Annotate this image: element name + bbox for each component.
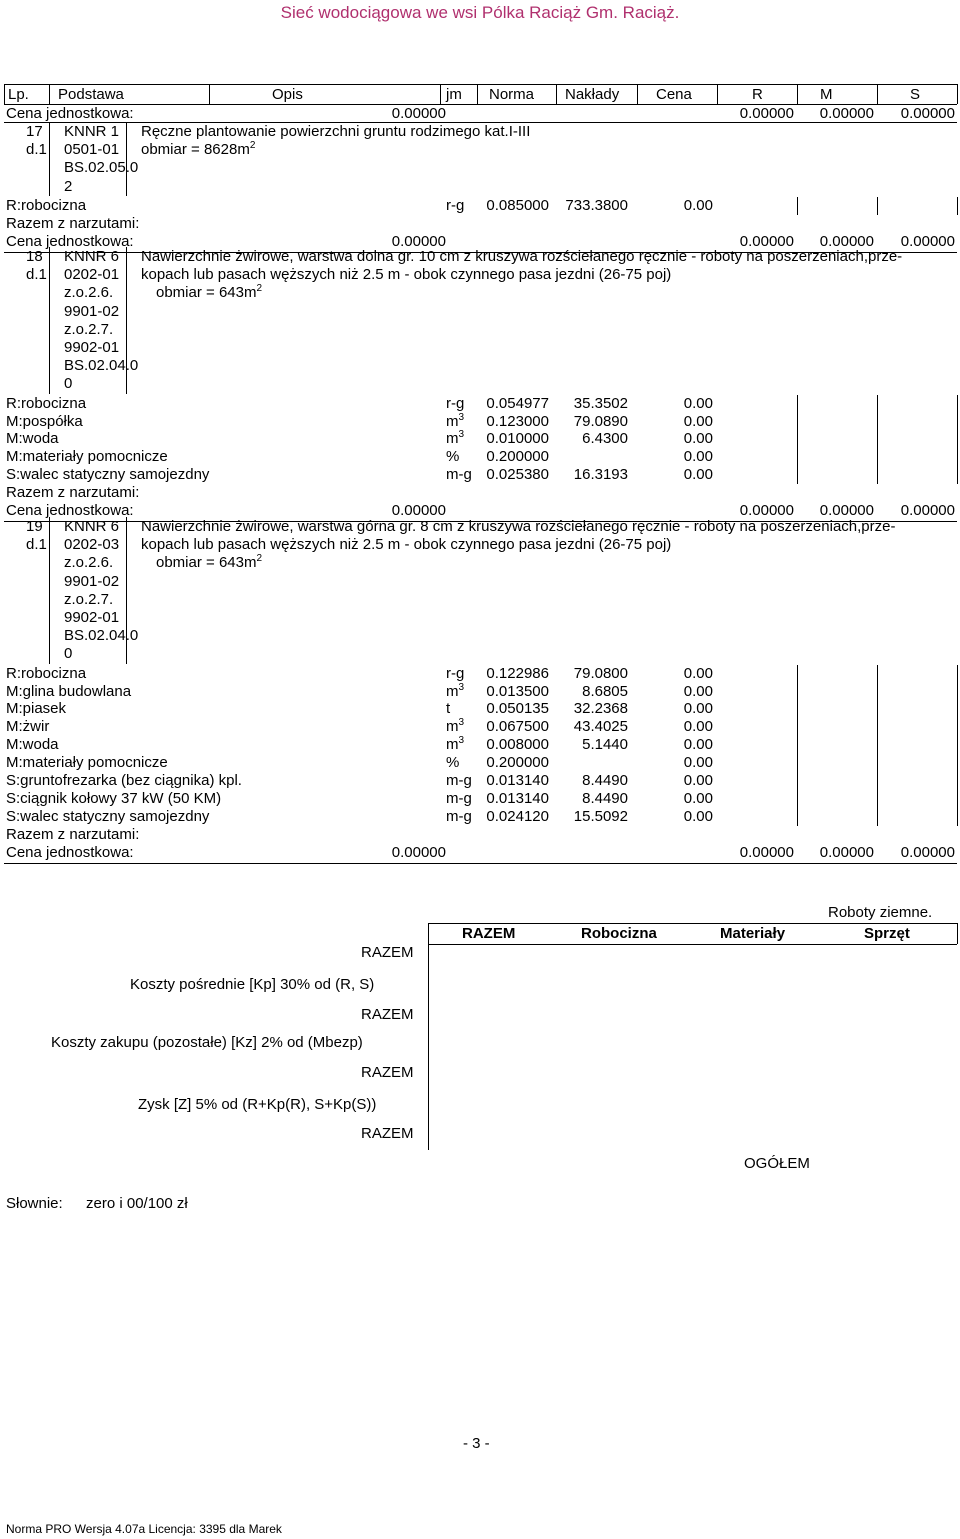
item19-row-jm-4-sup: 3 <box>458 735 465 747</box>
value-column-line <box>797 736 798 754</box>
value-column-line <box>957 718 958 736</box>
item19-row-norma-6: 0.013140 <box>486 772 549 789</box>
lp-column-line <box>49 122 50 196</box>
item19-row-r-6: 0.00 <box>683 772 713 789</box>
item17-cena-label: Cena jednostkowa: <box>6 232 134 250</box>
item19-row-name-5: M:materiały pomocnicze <box>6 754 168 772</box>
item19-podstawa-7: 0 <box>64 645 73 663</box>
item19-row-r-4: 0.00 <box>683 736 713 754</box>
item19-podstawa-6: BS.02.04.0 <box>64 627 139 645</box>
item19-podstawa-1: 0202-03 <box>64 536 120 554</box>
item19-row-name-2: M:piasek <box>6 700 67 718</box>
header-column-line <box>797 84 798 104</box>
item18-row-name-4: S:walec statyczny samojezdny <box>6 466 210 484</box>
header-opis: Opis <box>272 86 303 103</box>
item19-row-norma-8: 0.024120 <box>486 807 549 825</box>
item17-razem-label: Razem z narzutami: <box>6 214 140 232</box>
item18-lp-2: d.1 <box>26 266 47 283</box>
item19-row-name-7: S:ciągnik kołowy 37 kW (50 KM) <box>6 789 222 807</box>
header-r: R <box>752 86 763 103</box>
value-column-line <box>797 665 798 683</box>
item17-obmiar: obmiar = $8628m^2$ <box>141 140 256 158</box>
item18-row-jm-2-sup: 3 <box>458 429 465 441</box>
item17-row-jm-0: r-g <box>446 196 465 214</box>
item18-row-norma-0: 0.054977 <box>486 394 549 412</box>
item19-cena-label: Cena jednostkowa: <box>6 843 134 861</box>
item18-row-jm-1: $m^3$ <box>446 411 465 430</box>
item18-row-name-1: M:pospółka <box>6 412 83 430</box>
value-column-line <box>957 772 958 790</box>
podstawa-column-line <box>126 517 127 664</box>
item18-row-norma-4: 0.025380 <box>486 466 549 484</box>
item18-row-jm-2: $m^3$ <box>446 429 465 448</box>
value-column-line <box>797 395 798 413</box>
item18-row-jm-4: m-g <box>446 466 472 484</box>
header-norma: Norma <box>489 86 535 103</box>
item17-obmiar-sup: 2 <box>249 140 256 151</box>
r-value: 0.00000 <box>739 105 794 122</box>
header-column-line <box>477 84 478 104</box>
item17-podstawa-0: KNNR 1 <box>64 123 120 140</box>
header-lp: Lp. <box>8 86 29 103</box>
item19-row-r-7: 0.00 <box>683 789 713 807</box>
value-column-line <box>797 430 798 448</box>
item17-row-name-0: R:robocizna <box>6 196 87 214</box>
razem-4: RAZEM <box>361 1125 414 1142</box>
item17-podstawa-2: BS.02.05.0 <box>64 159 139 177</box>
item19-row-r-8: 0.00 <box>683 807 713 825</box>
document-title: Sieć wodociągowa we wsi Pólka Raciąż Gm. Raciąż. <box>280 3 680 22</box>
item17-row-r-0: 0.00 <box>683 196 713 214</box>
item18-podstawa-5: 9902-01 <box>64 339 120 356</box>
value-column-line <box>957 736 958 754</box>
item19-podstawa-0: KNNR 6 <box>64 518 120 535</box>
item18-razem-label: Razem z narzutami: <box>6 484 140 502</box>
item19-row-norma-4: 0.008000 <box>486 736 549 754</box>
item18-row-name-0: R:robocizna <box>6 394 87 412</box>
item18-row-cena-0: 35.3502 <box>573 394 628 412</box>
item19-lp-1: 19 <box>26 518 43 535</box>
value-column-line <box>797 718 798 736</box>
item18-row-norma-3: 0.200000 <box>486 448 549 466</box>
koszty-posrednie: Koszty pośrednie [Kp] 30% od (R, S) <box>130 976 375 993</box>
value-column-line <box>877 466 878 484</box>
item19-cena-r: 0.00000 <box>739 843 794 861</box>
item-separator-line <box>4 863 957 864</box>
header-column-line <box>4 84 5 104</box>
header-column-line <box>440 84 441 104</box>
value-column-line <box>797 466 798 484</box>
item19-row-name-6: S:gruntofrezarka (bez ciągnika) kpl. <box>6 772 242 789</box>
value-column-line <box>797 772 798 790</box>
item19-row-jm-3: $m^3$ <box>446 717 465 736</box>
item17-opis: Ręczne plantowanie powierzchni gruntu rodzimego kat.I-III <box>141 123 531 140</box>
value-column-line <box>797 754 798 772</box>
item17-row-norma-0: 0.085000 <box>486 196 549 214</box>
value-column-line <box>877 448 878 466</box>
header-m: M <box>820 86 833 103</box>
item18-row-jm-0: r-g <box>446 394 465 412</box>
item19-row-jm-1: $m^3$ <box>446 681 465 700</box>
item19-row-name-1: M:glina budowlana <box>6 682 132 700</box>
header-column-line <box>877 84 878 104</box>
item19-row-jm-0: r-g <box>446 664 465 682</box>
podstawa-column-line <box>126 247 127 394</box>
item19-row-norma-7: 0.013140 <box>486 789 549 807</box>
item19-row-jm-7: m-g <box>446 789 472 807</box>
item18-podstawa-6: BS.02.04.0 <box>64 357 139 375</box>
item19-row-cena-7: 8.4490 <box>582 789 628 807</box>
item19-row-jm-1-sup: 3 <box>458 681 465 693</box>
value-column-line <box>957 430 958 448</box>
value-column-line <box>797 448 798 466</box>
summary-header-robocizna: Robocizna <box>581 925 657 942</box>
value-column-line <box>797 790 798 808</box>
value-column-line <box>957 197 958 215</box>
razem-1: RAZEM <box>361 944 414 961</box>
value-column-line <box>957 413 958 431</box>
item17-lp-1: 17 <box>26 123 43 140</box>
item19-row-jm-3-sup: 3 <box>458 717 465 729</box>
item19-row-jm-8: m-g <box>446 807 472 825</box>
value-column-line <box>957 466 958 484</box>
item18-row-r-4: 0.00 <box>683 466 713 484</box>
cena-jednostkowa-label: Cena jednostkowa: <box>6 105 134 122</box>
s-value: 0.00000 <box>900 105 955 122</box>
item17-podstawa-1: 0501-01 <box>64 141 120 159</box>
value-column-line <box>877 395 878 413</box>
value-column-line <box>877 700 878 718</box>
value-column-line <box>877 197 878 215</box>
item18-cena-m: 0.00000 <box>819 502 874 520</box>
item19-obmiar-sup: 2 <box>256 553 263 564</box>
value-column-line <box>877 413 878 431</box>
zysk: Zysk [Z] 5% od (R+Kp(R), S+Kp(S)) <box>138 1096 377 1113</box>
item19-row-norma-2: 0.050135 <box>486 700 549 718</box>
item19-razem-label: Razem z narzutami: <box>6 825 140 843</box>
item19-row-name-8: S:walec statyczny samojezdny <box>6 807 210 825</box>
item17-cena-m: 0.00000 <box>819 232 874 250</box>
value-column-line <box>957 683 958 701</box>
item19-row-jm-2: t <box>446 700 451 718</box>
header-column-line <box>49 84 50 104</box>
value-column-line <box>957 754 958 772</box>
item18-cena-value: 0.00000 <box>391 502 446 520</box>
item18-row-cena-4: 16.3193 <box>573 466 628 484</box>
item18-row-name-2: M:woda <box>6 430 59 448</box>
value-column-line <box>957 395 958 413</box>
value-column-line <box>877 772 878 790</box>
item18-obmiar: obmiar = $643m^2$ <box>156 283 263 301</box>
page-number: - 3 - <box>463 1435 490 1452</box>
item18-cena-s: 0.00000 <box>900 502 955 520</box>
summary-top-line <box>428 923 957 924</box>
item19-row-jm-6: m-g <box>446 772 472 789</box>
item19-row-cena-2: 32.2368 <box>573 700 628 718</box>
item19-row-r-0: 0.00 <box>683 664 713 682</box>
item18-cena-r: 0.00000 <box>739 502 794 520</box>
item19-row-norma-1: 0.013500 <box>486 682 549 700</box>
slownie-label: Słownie: <box>6 1195 63 1212</box>
value-column-line <box>797 197 798 215</box>
item18-lp-1: 18 <box>26 248 43 265</box>
summary-header-sprzet: Sprzęt <box>864 925 910 942</box>
item17-cena-value: 0.00000 <box>391 232 446 250</box>
item19-row-cena-1: 8.6805 <box>582 682 628 700</box>
value-column-line <box>877 718 878 736</box>
item18-row-r-1: 0.00 <box>683 412 713 430</box>
header-column-line <box>957 84 958 104</box>
cena-value: 0.00000 <box>391 105 446 122</box>
item17-row-cena-0: 733.3800 <box>565 196 628 214</box>
item18-opis-2: kopach lub pasach węższych niż 2.5 m - obok czynnego pasa jezdni (26-75 poj) <box>141 266 672 283</box>
item19-row-cena-3: 43.4025 <box>573 718 628 736</box>
header-column-line <box>556 84 557 104</box>
item17-cena-s: 0.00000 <box>900 232 955 250</box>
item19-row-cena-6: 8.4490 <box>582 772 628 789</box>
item19-row-r-5: 0.00 <box>683 754 713 772</box>
item18-row-jm-3: % <box>446 448 460 466</box>
item18-row-r-0: 0.00 <box>683 394 713 412</box>
header-column-line <box>209 84 210 104</box>
item19-row-r-3: 0.00 <box>683 718 713 736</box>
header-column-line <box>637 84 638 104</box>
value-column-line <box>957 448 958 466</box>
ogolem: OGÓŁEM <box>744 1155 810 1172</box>
header-naklady: Nakłady <box>565 86 620 103</box>
value-column-line <box>877 736 878 754</box>
koszty-zakupu: Koszty zakupu (pozostałe) [Kz] 2% od (Mbezp) <box>51 1034 363 1051</box>
razem-2: RAZEM <box>361 1006 414 1023</box>
header-top-line <box>4 84 957 85</box>
value-column-line <box>957 665 958 683</box>
value-column-line <box>957 808 958 826</box>
item19-row-name-0: R:robocizna <box>6 664 87 682</box>
item18-podstawa-0: KNNR 6 <box>64 248 120 265</box>
lp-column-line <box>49 247 50 394</box>
item18-podstawa-1: 0202-01 <box>64 266 120 284</box>
value-column-line <box>797 808 798 826</box>
value-column-line <box>797 700 798 718</box>
value-column-line <box>877 683 878 701</box>
section-title: Roboty ziemne. <box>828 904 933 921</box>
header-s: S <box>910 86 921 103</box>
item19-row-jm-5: % <box>446 754 460 772</box>
item18-row-r-2: 0.00 <box>683 430 713 448</box>
item18-podstawa-7: 0 <box>64 375 73 393</box>
item19-row-norma-5: 0.200000 <box>486 754 549 772</box>
item18-row-cena-1: 79.0890 <box>573 412 628 430</box>
item18-opis-1: Nawierzchnie żwirowe, warstwa dolna gr. 10 cm z kruszywa rozściełanego ręcznie - roboty na poszerzeniach,prze- <box>141 248 903 265</box>
header-cena: Cena <box>656 86 692 103</box>
item19-cena-value: 0.00000 <box>391 843 446 861</box>
razem-3: RAZEM <box>361 1064 414 1081</box>
header-jm: jm <box>446 86 462 103</box>
item18-row-cena-2: 6.4300 <box>582 430 628 448</box>
item19-cena-m: 0.00000 <box>819 843 874 861</box>
footer-license: Norma PRO Wersja 4.07a Licencja: 3395 dla Marek <box>6 1522 282 1536</box>
item18-row-jm-1-sup: 3 <box>458 411 465 423</box>
item19-row-name-3: M:żwir <box>6 718 50 736</box>
value-column-line <box>877 754 878 772</box>
item19-podstawa-2: z.o.2.6. <box>64 554 114 572</box>
item19-lp-2: d.1 <box>26 536 47 553</box>
value-column-line <box>877 665 878 683</box>
lp-column-line <box>49 517 50 664</box>
item19-podstawa-3: 9901-02 <box>64 572 120 590</box>
summary-header-line <box>428 944 957 945</box>
value-column-line <box>877 430 878 448</box>
item18-row-r-3: 0.00 <box>683 448 713 466</box>
summary-left-line <box>428 923 429 1150</box>
item19-cena-s: 0.00000 <box>900 843 955 861</box>
item19-row-norma-0: 0.122986 <box>486 664 549 682</box>
item19-row-cena-8: 15.5092 <box>573 807 628 825</box>
item18-row-norma-1: 0.123000 <box>486 412 549 430</box>
m-value: 0.00000 <box>819 105 874 122</box>
item17-podstawa-3: 2 <box>64 177 73 195</box>
item18-podstawa-3: 9901-02 <box>64 302 120 320</box>
value-column-line <box>877 808 878 826</box>
item18-cena-label: Cena jednostkowa: <box>6 502 134 520</box>
item19-row-cena-0: 79.0800 <box>573 664 628 682</box>
item18-row-name-3: M:materiały pomocnicze <box>6 448 168 466</box>
value-column-line <box>957 700 958 718</box>
item18-podstawa-2: z.o.2.6. <box>64 284 114 302</box>
item19-row-jm-4: $m^3$ <box>446 735 465 754</box>
item19-row-cena-4: 5.1440 <box>582 736 628 754</box>
item17-cena-r: 0.00000 <box>739 232 794 250</box>
item19-podstawa-5: 9902-01 <box>64 609 120 626</box>
item19-opis-2: kopach lub pasach węższych niż 2.5 m - obok czynnego pasa jezdni (26-75 poj) <box>141 536 672 553</box>
item19-podstawa-4: z.o.2.7. <box>64 590 114 608</box>
item19-row-r-2: 0.00 <box>683 700 713 718</box>
item18-podstawa-4: z.o.2.7. <box>64 320 114 338</box>
summary-header-materialy: Materiały <box>720 925 786 942</box>
header-podstawa: Podstawa <box>58 86 124 103</box>
item19-row-r-1: 0.00 <box>683 682 713 700</box>
item19-obmiar: obmiar = $643m^2$ <box>156 553 263 571</box>
item19-opis-1: Nawierzchnie żwirowe, warstwa górna gr. 8 cm z kruszywa rozściełanego ręcznie - roboty na poszerzeniach,prze- <box>141 518 896 535</box>
podstawa-column-line <box>126 122 127 196</box>
slownie-value: zero i 00/100 zł <box>86 1195 188 1212</box>
value-column-line <box>957 790 958 808</box>
value-column-line <box>877 790 878 808</box>
item18-row-norma-2: 0.010000 <box>486 430 549 448</box>
summary-right-line <box>957 923 958 944</box>
summary-header-razem: RAZEM <box>462 925 516 942</box>
item19-row-norma-3: 0.067500 <box>486 718 549 736</box>
header-column-line <box>717 84 718 104</box>
value-column-line <box>797 683 798 701</box>
item17-lp-2: d.1 <box>26 141 47 158</box>
item19-row-name-4: M:woda <box>6 736 59 754</box>
value-column-line <box>797 413 798 431</box>
item18-obmiar-sup: 2 <box>256 283 263 294</box>
